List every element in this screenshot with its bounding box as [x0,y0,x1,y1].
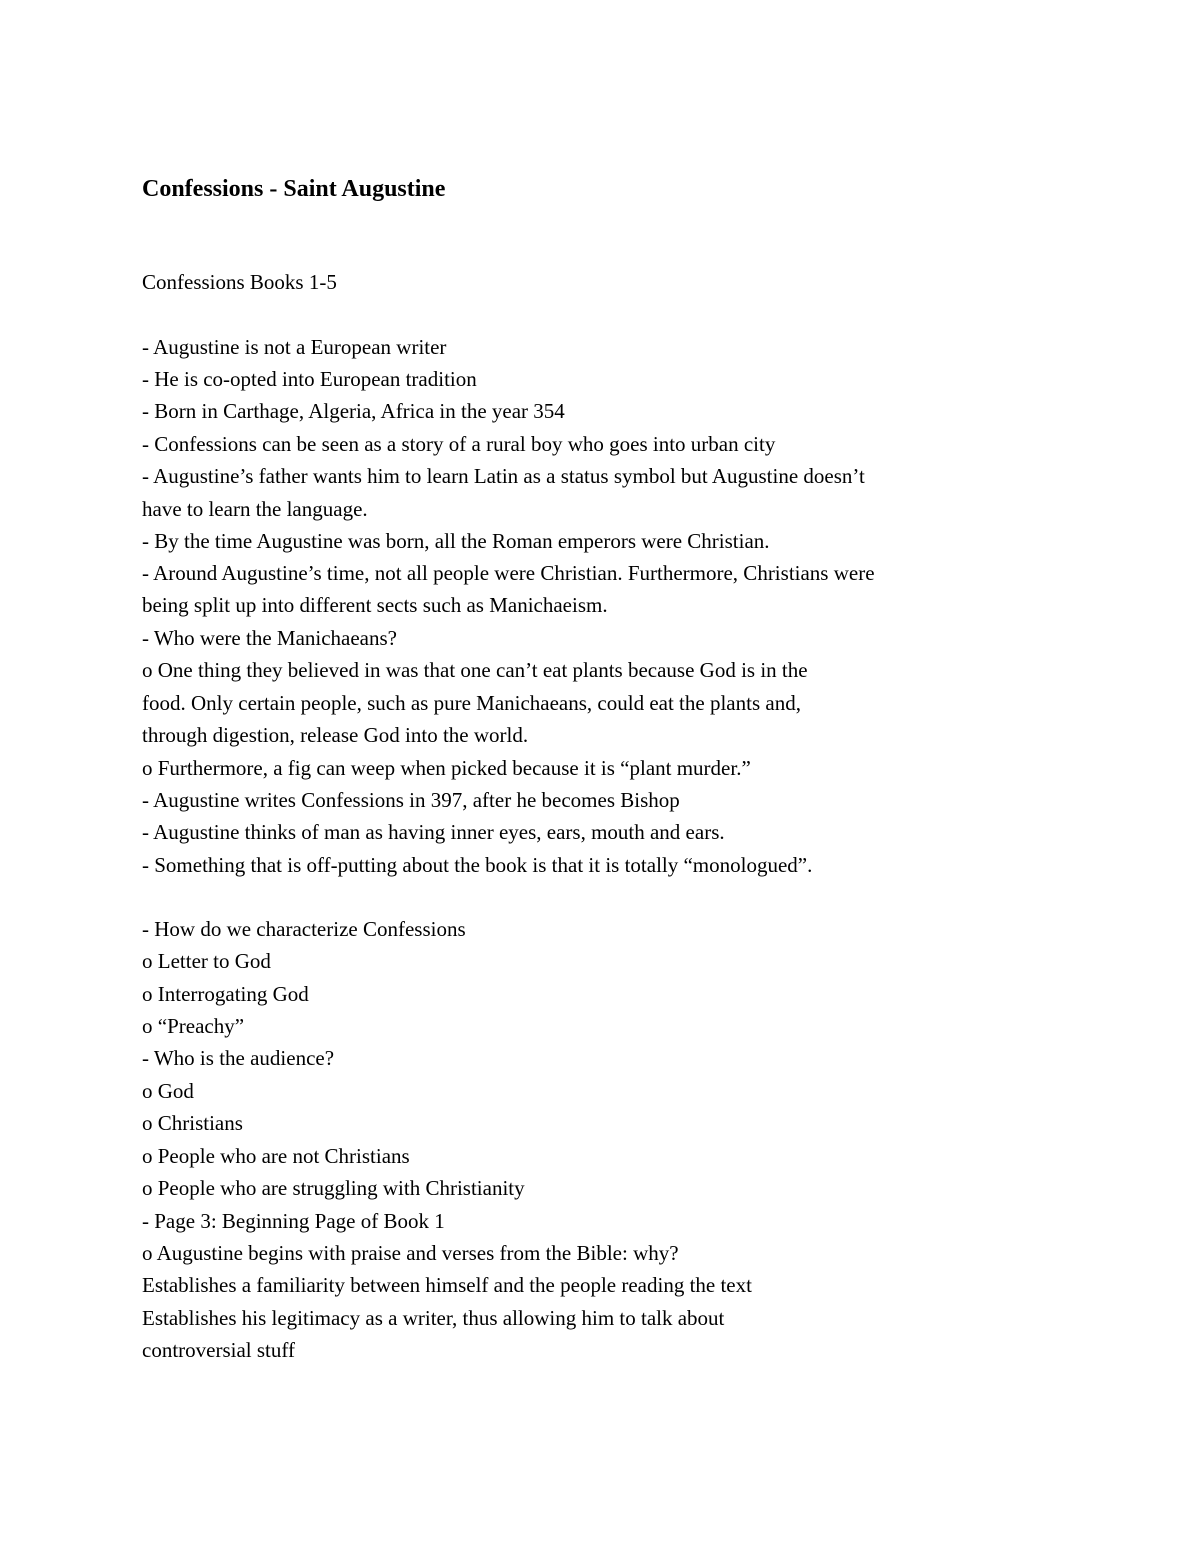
text-line: Establishes a familiarity between himself and the people reading the text [142,1273,752,1297]
text-line: - Page 3: Beginning Page of Book 1 [142,1209,445,1233]
text-line: - Born in Carthage, Algeria, Africa in the year 354 [142,399,565,423]
text-line: - How do we characterize Confessions [142,917,466,941]
text-line: food. Only certain people, such as pure Manichaeans, could eat the plants and, [142,691,801,715]
text-line: o Interrogating God [142,982,309,1006]
text-line: o People who are not Christians [142,1144,410,1168]
text-line: o Augustine begins with praise and verses from the Bible: why? [142,1241,679,1265]
text-line: - Something that is off-putting about the book is that it is totally “monologued”. [142,853,813,877]
text-line: o Letter to God [142,949,271,973]
text-line: o Christians [142,1111,243,1135]
section-heading: Confessions Books 1-5 [142,270,337,294]
text-line: - Augustine is not a European writer [142,335,447,359]
text-line: - Who were the Manichaeans? [142,626,397,650]
text-line: - By the time Augustine was born, all the Roman emperors were Christian. [142,529,770,553]
text-line: have to learn the language. [142,497,368,521]
text-line: - Around Augustine’s time, not all people were Christian. Furthermore, Christians were [142,561,875,585]
text-line: - Augustine writes Confessions in 397, after he becomes Bishop [142,788,680,812]
text-line: o “Preachy” [142,1014,245,1038]
text-line: through digestion, release God into the world. [142,723,529,747]
text-line: - Confessions can be seen as a story of a rural boy who goes into urban city [142,432,776,456]
text-line: being split up into different sects such as Manichaeism. [142,593,608,617]
text-line: o One thing they believed in was that one can’t eat plants because God is in the [142,658,808,682]
text-line: o Furthermore, a fig can weep when picked because it is “plant murder.” [142,756,751,780]
text-line: o God [142,1079,194,1103]
text-line: o People who are struggling with Christianity [142,1176,525,1200]
text-line: Establishes his legitimacy as a writer, thus allowing him to talk about [142,1306,725,1330]
text-line: - He is co-opted into European tradition [142,367,477,391]
document-title: Confessions - Saint Augustine [142,176,446,202]
text-line: - Who is the audience? [142,1046,335,1070]
text-line: controversial stuff [142,1338,295,1362]
text-line: - Augustine’s father wants him to learn Latin as a status symbol but Augustine doesn’t [142,464,865,488]
text-line: - Augustine thinks of man as having inner eyes, ears, mouth and ears. [142,820,725,844]
